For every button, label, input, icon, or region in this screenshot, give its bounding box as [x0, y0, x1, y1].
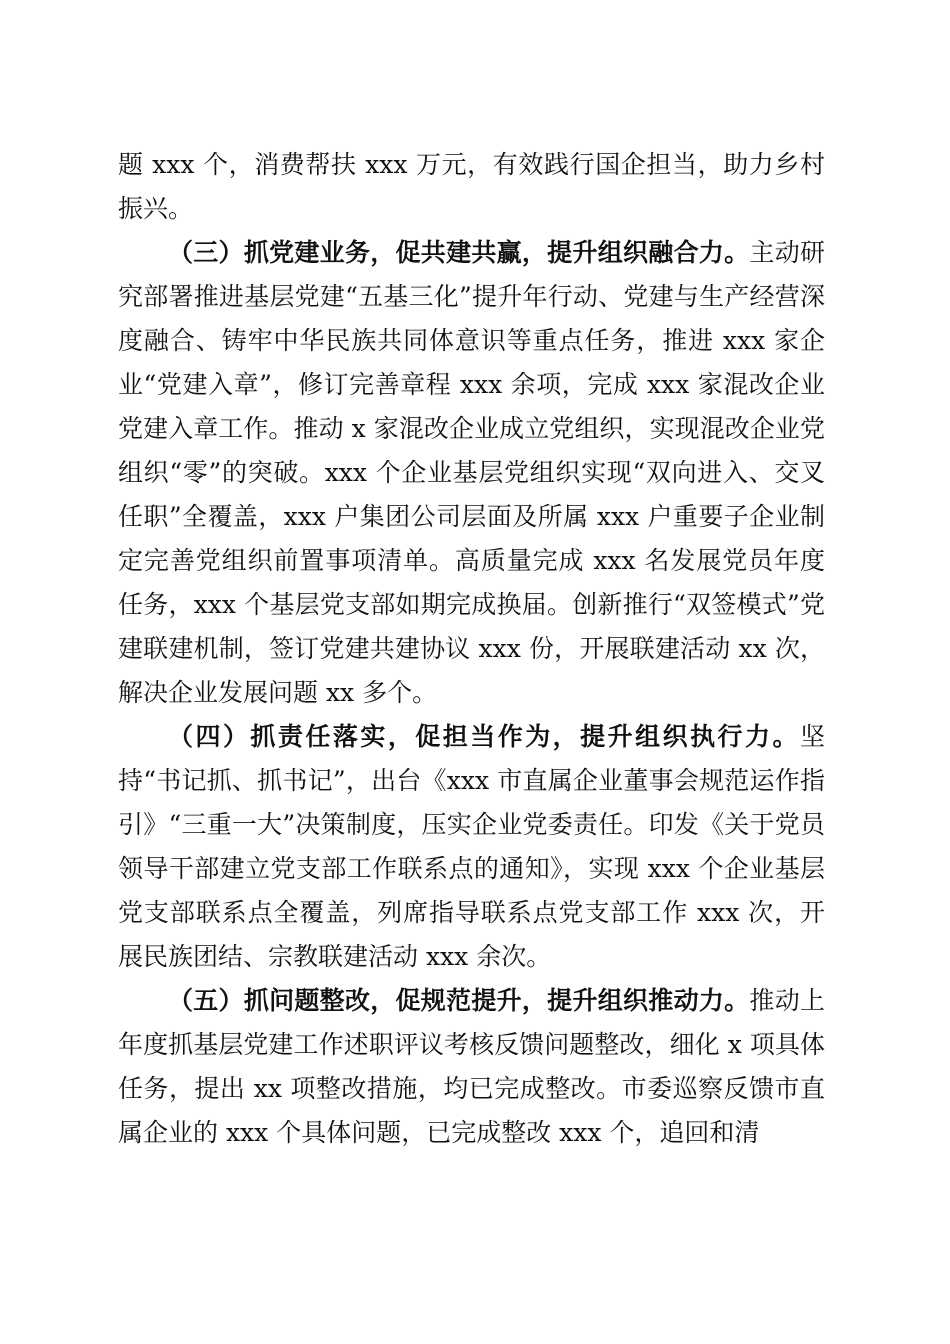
paragraph-continuation	[118, 143, 825, 231]
paragraph-text: 推动上年度抓基层党建工作述职评议考核反馈问题整改，细化 x 项具体任务，提出 xx 项整改措施，均已完成整改。市委巡察反馈市直属企业的 xxx 个具体问题，已完成整改 xxx 个，追回和清	[118, 986, 825, 1147]
section-heading: （三）抓党建业务，促共建共赢，提升组织融合力。	[168, 238, 750, 267]
section-heading: （四）抓责任落实，促担当作为，提升组织执行力。	[168, 722, 800, 751]
paragraph-section-5	[118, 979, 825, 1155]
document-page	[118, 143, 825, 1155]
paragraph-text: 主动研究部署推进基层党建“五基三化”提升年行动、党建与生产经营深度融合、铸牢中华民族共同体意识等重点任务，推进 xxx 家企业“党建入章”，修订完善章程 xxx 余项，完成 xxx 家混改企业党建入章工作。推动 x 家混改企业成立党组织，实现混改企业党组织“零”的突破。xxx 个企业基层党组织实现“双向进入、交叉任职”全覆盖，xxx 户集团公司层面及所属 xxx 户重要子企业制定完善党组织前置事项清单。高质量完成 xxx 名发展党员年度任务，xxx 个基层党支部如期完成换届。创新推行“双签模式”党建联建机制，签订党建共建协议 xxx 份，开展联建活动 xx 次，解决企业发展问题 xx 多个。	[118, 238, 825, 707]
section-heading: （五）抓问题整改，促规范提升，提升组织推动力。	[168, 986, 750, 1015]
paragraph-text: 题 xxx 个，消费帮扶 xxx 万元，有效践行国企担当，助力乡村振兴。	[118, 150, 825, 223]
paragraph-section-4	[118, 715, 825, 979]
paragraph-text: 坚持“书记抓、抓书记”，出台《xxx 市直属企业董事会规范运作指引》“三重一大”决策制度，压实企业党委责任。印发《关于党员领导干部建立党支部工作联系点的通知》，实现 xxx 个企业基层党支部联系点全覆盖，列席指导联系点党支部工作 xxx 次，开展民族团结、宗教联建活动 xxx 余次。	[118, 722, 825, 971]
paragraph-section-3	[118, 231, 825, 715]
